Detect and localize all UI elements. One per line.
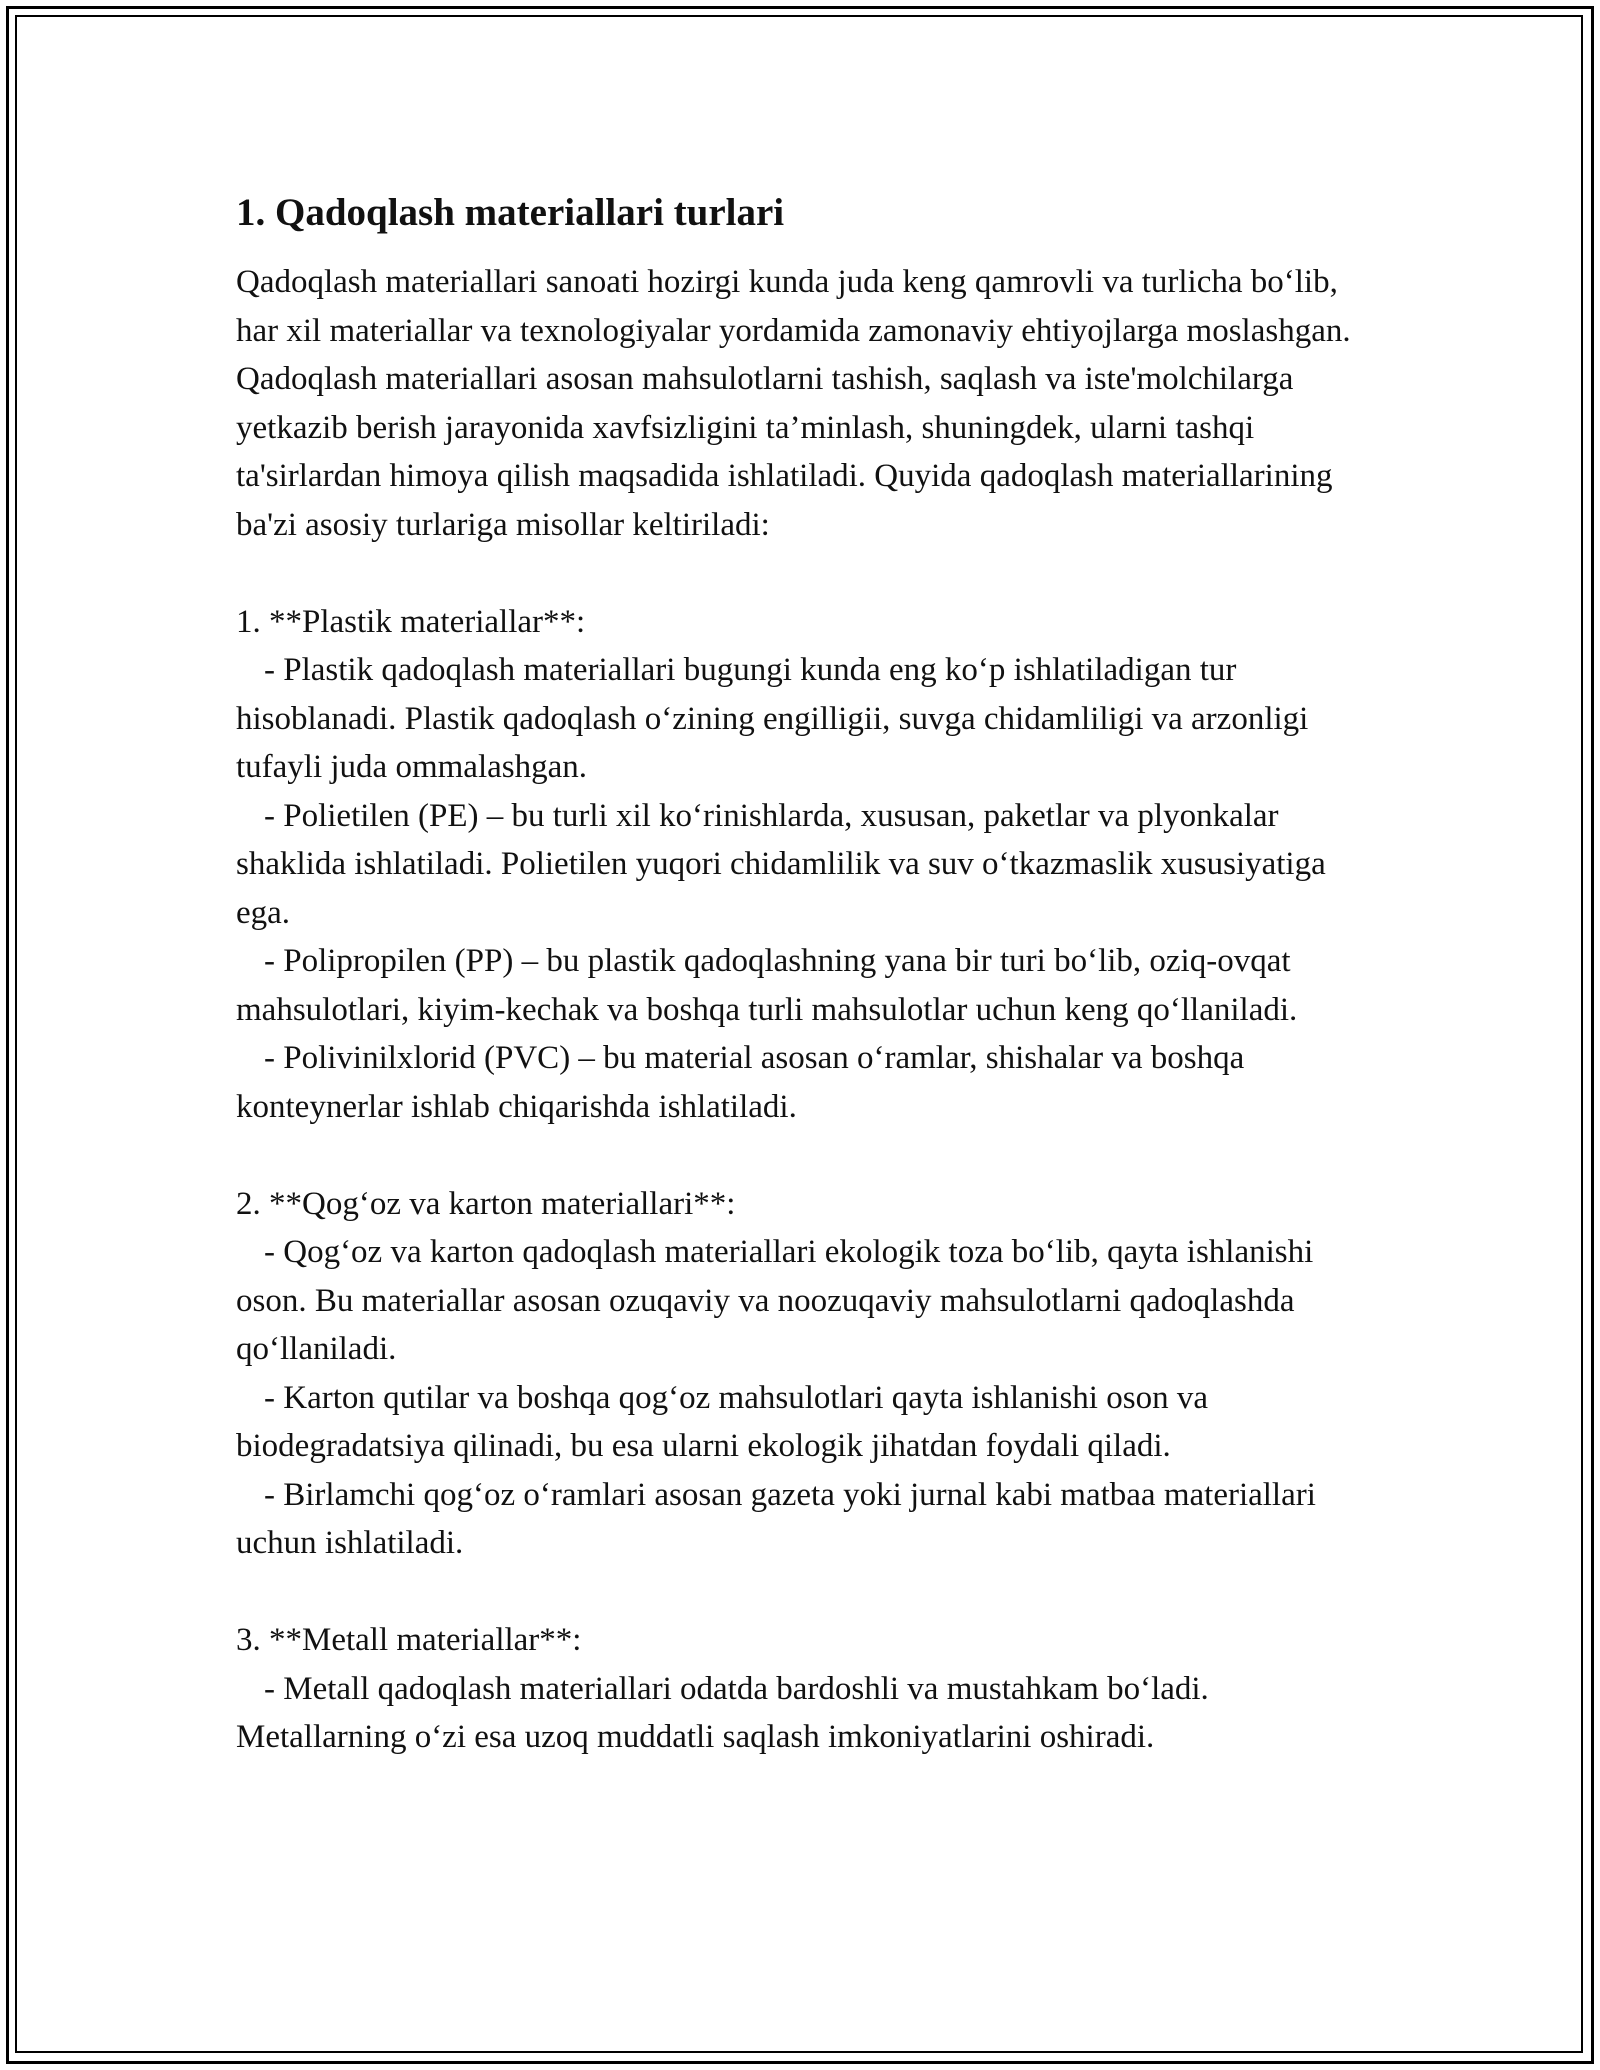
section-title: 1. **Plastik materiallar**: (236, 603, 586, 640)
section-title: 2. **Qog‘oz va karton materiallari**: (236, 1185, 736, 1222)
spacer (236, 549, 1366, 598)
list-item: - Birlamchi qog‘oz o‘ramlari asosan gazeta yoki jurnal kabi matbaa materiallari uchun ishlatiladi. (236, 1476, 1316, 1561)
list-item: - Karton qutilar va boshqa qog‘oz mahsulotlari qayta ishlanishi oson va biodegradatsiya qilinadi, bu esa ularni ekologik jihatdan foydali qiladi. (236, 1379, 1208, 1464)
spacer (236, 1131, 1366, 1180)
section-plastik (236, 598, 1366, 1132)
intro-paragraph: Qadoqlash materiallari sanoati hozirgi kunda juda keng qamrovli va turlicha bo‘lib, har xil materiallar va texnologiyalar yordamida zamonaviy ehtiyojlarga moslashgan. Qadoqlash materiallari asosan mahsulotlarni tashish, saqlash va iste'molchilarga yetkazib berish jarayonida xavfsizligini ta’minlash, shuningdek, ularni tashqi ta'sirlardan himoya qilish maqsadida ishlatiladi. Quyida qadoqlash materiallarining ba'zi asosiy turlariga misollar keltiriladi: (236, 264, 1351, 543)
list-item: - Plastik qadoqlash materiallari bugungi kunda eng ko‘p ishlatiladigan tur hisoblanadi. Plastik qadoqlash o‘zining engilligii, suvga chidamliligi va arzonligi tufayli juda ommalashgan. (236, 652, 1309, 785)
section-metall (236, 1616, 1366, 1762)
list-item: - Polivinilxlorid (PVC) – bu material asosan o‘ramlar, shishalar va boshqa konteynerlar ishlab chiqarishda ishlatiladi. (236, 1040, 1245, 1125)
section-title: 3. **Metall materiallar**: (236, 1622, 582, 1658)
list-item: - Polietilen (PE) – bu turli xil ko‘rinishlarda, xususan, paketlar va plyonkalar shaklida ishlatiladi. Polietilen yuqori chidamlilik va suv o‘tkazmaslik xususiyatiga ega. (236, 797, 1326, 931)
list-item: - Metall qadoqlash materiallari odatda bardoshli va mustahkam bo‘ladi. Metallarning o‘zi esa uzoq muddatli saqlash imkoniyatlarini oshiradi. (236, 1670, 1209, 1755)
spacer (236, 1568, 1366, 1617)
document-heading: 1. Qadoqlash materiallari turlari (236, 191, 785, 234)
list-item: - Polipropilen (PP) – bu plastik qadoqlashning yana bir turi bo‘lib, oziq-ovqat mahsulotlari, kiyim-kechak va boshqa turli mahsulotlar uchun keng qo‘llaniladi. (236, 943, 1298, 1028)
section-qogoz-karton (236, 1180, 1366, 1568)
list-item: - Qog‘oz va karton qadoqlash materiallari ekologik toza bo‘lib, qayta ishlanishi oson. Bu materiallar asosan ozuqaviy va noozuqaviy mahsulotlarni qadoqlashda qo‘llaniladi. (236, 1234, 1314, 1367)
document-body (236, 188, 1366, 1762)
